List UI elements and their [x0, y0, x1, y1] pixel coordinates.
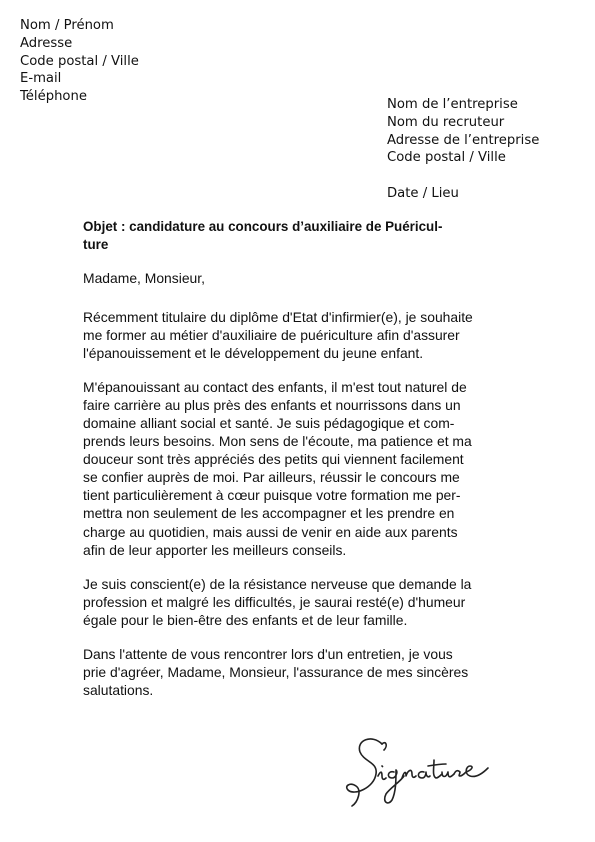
paragraph-line: Dans l'attente de vous rencontrer lors d'un entretien, je vous	[83, 645, 453, 662]
sender-block	[20, 17, 139, 106]
paragraph-1	[83, 308, 523, 362]
paragraph-line: Je suis conscient(e) de la résistance nerveuse que demande la	[83, 575, 472, 592]
subject-line	[83, 218, 513, 254]
sender-postal: Code postal / Ville	[20, 53, 139, 69]
recipient-postal: Code postal / Ville	[387, 150, 506, 166]
paragraph-line: afin de leur apporter les meilleurs conseils.	[83, 541, 347, 558]
recipient-company: Nom de l’entreprise	[387, 97, 518, 112]
paragraph-line: douceur sont très appréciés des petits qui viennent facilement	[83, 451, 464, 468]
paragraph-line: tient particulièrement à cœur puisque votre formation me per-	[83, 487, 461, 504]
subject-line-1: Objet : candidature au concours d’auxiliaire de Puéricul-	[83, 219, 443, 234]
paragraph-line: domaine alliant social et santé. Je suis pédagogique et com-	[83, 414, 455, 431]
sender-name: Nom / Prénom	[20, 18, 114, 33]
paragraph-line: égale pour le bien-être des enfants et de leur famille.	[83, 611, 408, 628]
paragraph-line: Récemment titulaire du diplôme d'Etat d'infirmier(e), je souhaite	[83, 308, 473, 325]
recipient-block	[387, 96, 539, 167]
sender-address: Adresse	[20, 35, 73, 51]
sender-phone: Téléphone	[20, 89, 87, 105]
paragraph-4	[83, 645, 523, 699]
paragraph-line: se confier auprès de moi. Par ailleurs, réussir le concours me	[83, 469, 460, 486]
paragraph-line: faire carrière au plus près des enfants et nourrissons dans un	[83, 396, 461, 413]
paragraph-3	[83, 575, 523, 629]
recipient-recruiter: Nom du recruteur	[387, 114, 505, 130]
date-place: Date / Lieu	[387, 186, 459, 201]
paragraph-line: salutations.	[83, 681, 154, 698]
paragraph-line: mettra non seulement de les accompagner et les prendre en	[83, 505, 455, 522]
greeting: Madame, Monsieur,	[83, 270, 205, 286]
handwritten-signature	[342, 730, 502, 810]
paragraph-line: charge au quotidien, mais aussi de venir en aide aux parents	[83, 523, 458, 540]
paragraph-line: prends leurs besoins. Mon sens de l'écoute, ma patience et ma	[83, 433, 472, 450]
paragraph-line: profession et malgré les difficultés, je saurai resté(e) d'humeur	[83, 593, 466, 610]
paragraph-line: M'épanouissant au contact des enfants, il m'est tout naturel de	[83, 378, 467, 395]
subject-line-2: ture	[83, 237, 109, 253]
letter-body	[83, 269, 523, 715]
paragraph-line: prie d'agréer, Madame, Monsieur, l'assurance de mes sincères	[83, 663, 469, 680]
paragraph-2	[83, 378, 523, 559]
paragraph-line: me former au métier d'auxiliaire de puériculture afin d'assurer	[83, 326, 460, 343]
paragraph-line: l'épanouissement et le développement du jeune enfant.	[83, 344, 424, 361]
recipient-company-address: Adresse de l’entreprise	[387, 132, 540, 148]
sender-email: E-mail	[20, 71, 62, 87]
